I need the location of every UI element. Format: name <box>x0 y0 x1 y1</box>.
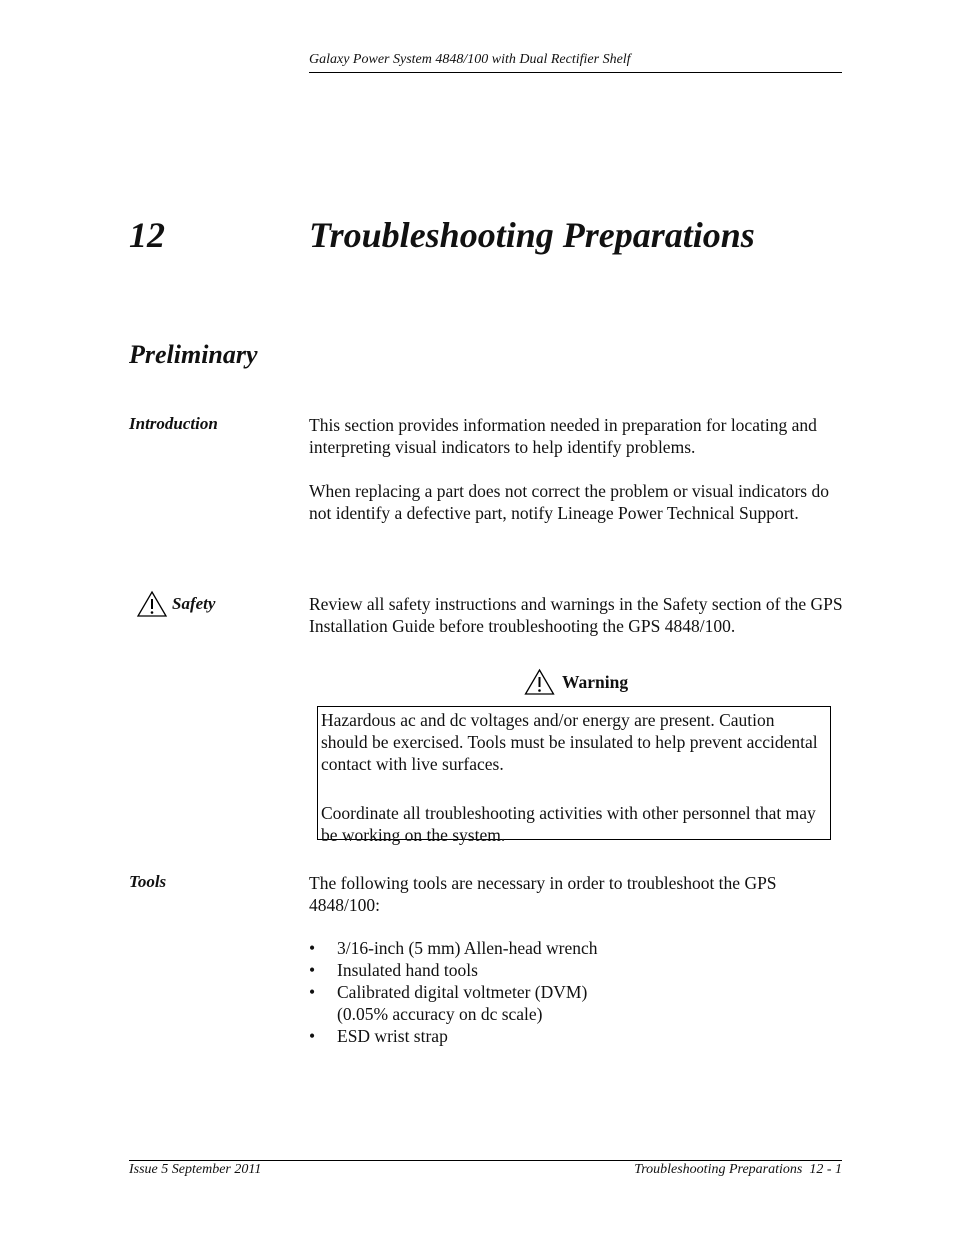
warning-heading-text: Warning <box>562 671 629 692</box>
list-item: • Calibrated digital voltmeter (DVM) (0.05% accuracy on dc scale) <box>309 982 588 1024</box>
chapter-number: 12 <box>129 215 165 255</box>
safety-label-text: Safety <box>172 594 216 613</box>
list-item: • Insulated hand tools <box>309 960 478 980</box>
header-rule <box>309 72 842 73</box>
footer-rule <box>129 1160 842 1161</box>
list-item-text: 3/16-inch (5 mm) Allen-head wrench <box>337 938 598 958</box>
safety-paragraph: Review all safety instructions and warnings in the Safety section of the GPS Installation Guide before troubleshooting the GPS 4848/100. <box>309 594 843 636</box>
warning-heading <box>523 668 628 696</box>
running-header: Galaxy Power System 4848/100 with Dual Rectifier Shelf <box>309 52 631 67</box>
list-item: • ESD wrist strap <box>309 1026 448 1046</box>
list-item-text: Calibrated digital voltmeter (DVM) <box>337 982 588 1002</box>
safety-body <box>309 593 844 637</box>
tools-intro <box>309 872 844 916</box>
footer-issue: Issue 5 September 2011 <box>129 1162 262 1177</box>
safety-label <box>136 590 215 618</box>
introduction-paragraph: This section provides information needed in preparation for locating and interpreting visual indicators to help identify problems. <box>309 415 817 457</box>
list-item: • 3/16-inch (5 mm) Allen-head wrench <box>309 938 598 958</box>
warning-triangle-icon <box>523 668 556 696</box>
tools-label: Tools <box>129 872 167 891</box>
warning-box <box>317 706 831 845</box>
introduction-paragraph: When replacing a part does not correct the problem or visual indicators do not identify a defective part, notify Lineage Power Technical Support. <box>309 481 829 523</box>
tools-list <box>309 937 597 1047</box>
list-item-text: Insulated hand tools <box>337 960 478 980</box>
list-item-subtext: (0.05% accuracy on dc scale) <box>337 1004 543 1024</box>
list-item-text: ESD wrist strap <box>337 1026 448 1046</box>
warning-triangle-icon <box>136 590 168 618</box>
section-title: Preliminary <box>129 340 258 369</box>
footer-page-label: Troubleshooting Preparations 12 - 1 <box>634 1162 842 1177</box>
warning-paragraph: Coordinate all troubleshooting activities with other personnel that may be working on the system. <box>321 803 816 845</box>
chapter-title: Troubleshooting Preparations <box>309 215 755 255</box>
warning-paragraph: Hazardous ac and dc voltages and/or energy are present. Caution should be exercised. Tools must be insulated to help prevent accidental contact with live surfaces. <box>321 710 818 774</box>
tools-intro-text: The following tools are necessary in order to troubleshoot the GPS 4848/100: <box>309 873 777 915</box>
introduction-label: Introduction <box>129 414 218 433</box>
introduction-body <box>309 414 844 524</box>
